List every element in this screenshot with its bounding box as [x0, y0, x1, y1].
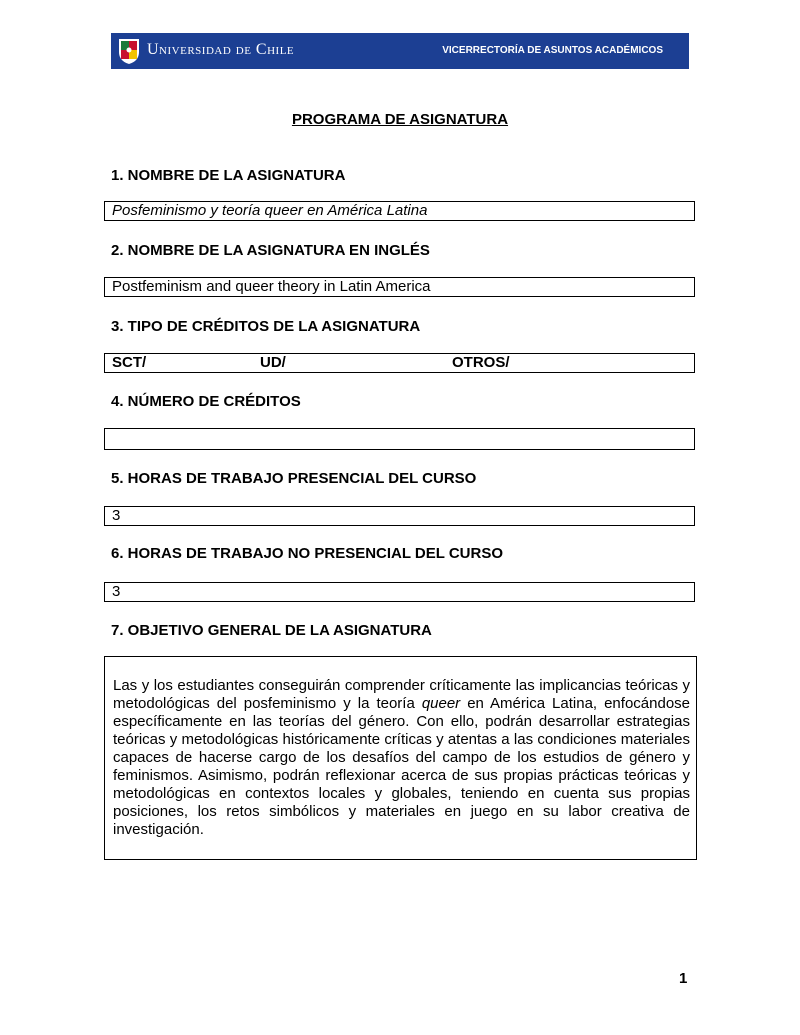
header-banner: [111, 33, 689, 69]
section-2-heading: 2. NOMBRE DE LA ASIGNATURA EN INGLÉS: [111, 242, 430, 259]
section-1-heading: 1. NOMBRE DE LA ASIGNATURA: [111, 167, 346, 184]
course-name-english-field: Postfeminism and queer theory in Latin America: [104, 277, 695, 297]
section-4-heading: 4. NÚMERO DE CRÉDITOS: [111, 393, 301, 410]
general-objective-text: [113, 677, 690, 839]
credit-sct-label: SCT/: [112, 354, 147, 371]
non-presential-hours-field: 3: [104, 582, 695, 602]
presential-hours-field: 3: [104, 506, 695, 526]
objective-text-part-2: en América Latina, enfocándose específicamente en las teorías del género. Con ello, podrán desarrollar estrategias teóricas y metodológicas históricamente críticas y atentas a las condiciones materiales capaces de hacerse cargo de los desafíos del campo de los estudios de género y feminismos. Asimismo, podrán reflexionar acerca de sus propias prácticas teóricas y metodológicas en contextos locales y globales, teniendo en cuenta sus propias posiciones, los retos simbólicos y materiales en juego en su labor creativa de investigación.: [113, 695, 691, 838]
office-name: VICERRECTORÍA DE ASUNTOS ACADÉMICOS: [442, 45, 663, 56]
credit-ud-label: UD/: [260, 354, 286, 371]
section-3-heading: 3. TIPO DE CRÉDITOS DE LA ASIGNATURA: [111, 318, 421, 335]
credit-otros-label: OTROS/: [452, 354, 510, 371]
university-name: Universidad de Chile: [147, 41, 295, 58]
section-5-heading: 5. HORAS DE TRABAJO PRESENCIAL DEL CURSO: [111, 470, 477, 487]
document-title: PROGRAMA DE ASIGNATURA: [291, 111, 509, 128]
university-crest-icon: [118, 37, 140, 65]
objective-text-emphasis: queer: [421, 695, 461, 712]
page-number: 1: [679, 970, 688, 987]
general-objective-box: [104, 656, 697, 860]
credit-number-field: [104, 428, 695, 450]
section-7-heading: 7. OBJETIVO GENERAL DE LA ASIGNATURA: [111, 622, 432, 639]
course-name-field: Posfeminismo y teoría queer en América Latina: [104, 201, 695, 221]
objective-text-part-1: Las y los estudiantes conseguirán comprender críticamente las implicancias teóricas y metodológicas del posfeminismo y la teoría: [113, 677, 690, 712]
credit-type-field: [104, 353, 695, 373]
section-6-heading: 6. HORAS DE TRABAJO NO PRESENCIAL DEL CURSO: [111, 545, 503, 562]
